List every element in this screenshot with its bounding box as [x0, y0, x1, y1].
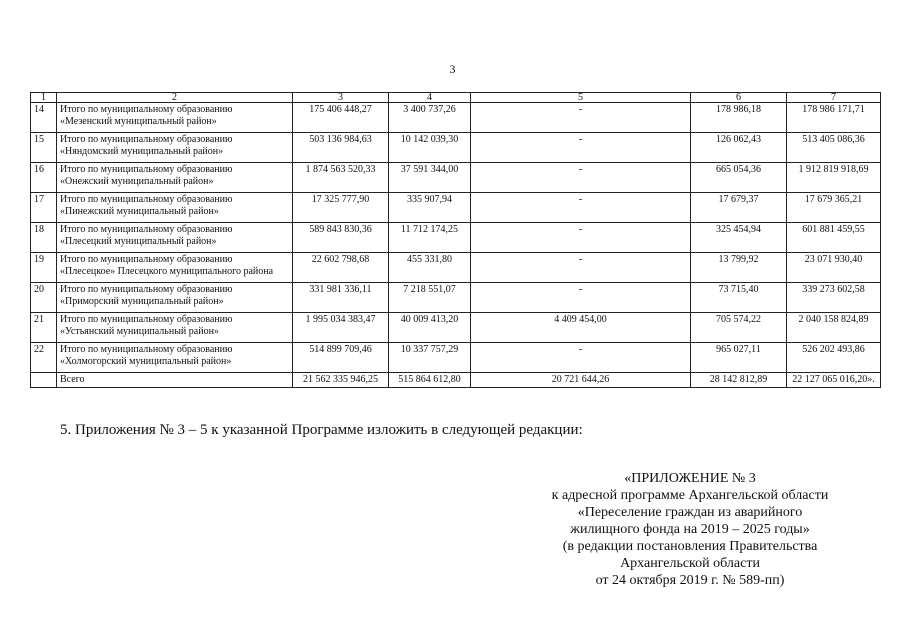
- table-row: [31, 343, 881, 373]
- name-line-1: Итого по муниципальному образованию: [60, 164, 233, 175]
- name-line-2: «Пинежский муниципальный район»: [60, 206, 219, 217]
- cell-col6: 325 454,94: [691, 223, 787, 253]
- table-row: [31, 103, 881, 133]
- cell-col3: 503 136 984,63: [293, 133, 389, 163]
- cell-col5: -: [471, 223, 691, 253]
- cell-col3: 22 602 798,68: [293, 253, 389, 283]
- municipality-name: [57, 223, 293, 253]
- cell-col3: 331 981 336,11: [293, 283, 389, 313]
- cell-col5: -: [471, 163, 691, 193]
- cell-col6: 17 679,37: [691, 193, 787, 223]
- appendix-line: (в редакции постановления Правительства: [562, 539, 818, 554]
- cell-col7: 17 679 365,21: [787, 193, 881, 223]
- row-number: 16: [31, 163, 57, 193]
- cell-col7: 601 881 459,55: [787, 223, 881, 253]
- cell-col3: 1 995 034 383,47: [293, 313, 389, 343]
- row-number: 14: [31, 103, 57, 133]
- name-line-1: Итого по муниципальному образованию: [60, 104, 233, 115]
- header-cell: 7: [787, 93, 881, 103]
- row-number: 19: [31, 253, 57, 283]
- cell-col6: 126 062,43: [691, 133, 787, 163]
- appendix-line: Архангельской области: [620, 556, 760, 571]
- municipality-name: [57, 313, 293, 343]
- header-cell: 2: [57, 93, 293, 103]
- name-line-1: Итого по муниципальному образованию: [60, 284, 233, 295]
- cell-col5: -: [471, 253, 691, 283]
- total-col6: 28 142 812,89: [691, 373, 787, 388]
- table-row: [31, 163, 881, 193]
- header-cell: 6: [691, 93, 787, 103]
- cell-col3: 17 325 777,90: [293, 193, 389, 223]
- row-number: 21: [31, 313, 57, 343]
- row-number: 17: [31, 193, 57, 223]
- cell-col5: -: [471, 103, 691, 133]
- appendix-line: жилищного фонда на 2019 – 2025 годы»: [570, 522, 810, 537]
- cell-col7: 339 273 602,58: [787, 283, 881, 313]
- cell-col3: 514 899 709,46: [293, 343, 389, 373]
- header-row: [31, 93, 881, 103]
- table-row: [31, 193, 881, 223]
- name-line-1: Итого по муниципальному образованию: [60, 224, 233, 235]
- municipality-name: [57, 253, 293, 283]
- cell-col5: -: [471, 343, 691, 373]
- total-col5: 20 721 644,26: [471, 373, 691, 388]
- cell-col3: 589 843 830,36: [293, 223, 389, 253]
- header-cell: 4: [389, 93, 471, 103]
- cell-col3: 175 406 448,27: [293, 103, 389, 133]
- appendix-header: [520, 470, 860, 589]
- row-number: 15: [31, 133, 57, 163]
- cell-col6: 13 799,92: [691, 253, 787, 283]
- name-line-1: Итого по муниципальному образованию: [60, 344, 233, 355]
- table-row: [31, 313, 881, 343]
- cell-col5: -: [471, 193, 691, 223]
- cell-col4: 335 907,94: [389, 193, 471, 223]
- cell-col7: 2 040 158 824,89: [787, 313, 881, 343]
- cell-col5: 4 409 454,00: [471, 313, 691, 343]
- name-line-2: «Онежский муниципальный район»: [60, 176, 214, 187]
- cell-col7: 526 202 493,86: [787, 343, 881, 373]
- name-line-2: «Приморский муниципальный район»: [60, 296, 224, 307]
- cell-col6: 73 715,40: [691, 283, 787, 313]
- cell-col7: 178 986 171,71: [787, 103, 881, 133]
- appendix-line: «ПРИЛОЖЕНИЕ № 3: [624, 471, 756, 486]
- cell-col6: 178 986,18: [691, 103, 787, 133]
- total-col3: 21 562 335 946,25: [293, 373, 389, 388]
- name-line-2: «Холмогорский муниципальный район»: [60, 356, 232, 367]
- name-line-2: «Мезенский муниципальный район»: [60, 116, 217, 127]
- row-number: 22: [31, 343, 57, 373]
- name-line-1: Итого по муниципальному образованию: [60, 314, 233, 325]
- cell-col7: 23 071 930,40: [787, 253, 881, 283]
- total-col7: 22 127 065 016,20».: [787, 373, 881, 388]
- cell-col3: 1 874 563 520,33: [293, 163, 389, 193]
- name-line-2: «Устьянский муниципальный район»: [60, 326, 219, 337]
- appendix-line: от 24 октября 2019 г. № 589-пп): [595, 573, 785, 588]
- appendix-line: к адресной программе Архангельской области: [551, 488, 829, 503]
- table-row: [31, 223, 881, 253]
- cell-col4: 10 337 757,29: [389, 343, 471, 373]
- cell-col6: 665 054,36: [691, 163, 787, 193]
- cell-col4: 455 331,80: [389, 253, 471, 283]
- municipality-name: [57, 133, 293, 163]
- cell-col7: 513 405 086,36: [787, 133, 881, 163]
- total-label: Всего: [57, 373, 293, 388]
- total-number-cell: [31, 373, 57, 388]
- row-number: 18: [31, 223, 57, 253]
- cell-col4: 11 712 174,25: [389, 223, 471, 253]
- cell-col4: 10 142 039,30: [389, 133, 471, 163]
- cell-col5: -: [471, 133, 691, 163]
- amendment-instruction: 5. Приложения № 3 – 5 к указанной Программе изложить в следующей редакции:: [60, 422, 583, 438]
- total-row: [31, 373, 881, 388]
- cell-col6: 965 027,11: [691, 343, 787, 373]
- header-cell: 3: [293, 93, 389, 103]
- table-row: [31, 133, 881, 163]
- cell-col7: 1 912 819 918,69: [787, 163, 881, 193]
- cell-col5: -: [471, 283, 691, 313]
- funding-table: [30, 92, 881, 388]
- name-line-2: «Плесецкое» Плесецкого муниципального района: [60, 266, 274, 277]
- row-number: 20: [31, 283, 57, 313]
- cell-col4: 37 591 344,00: [389, 163, 471, 193]
- page-number: 3: [449, 62, 456, 76]
- cell-col4: 7 218 551,07: [389, 283, 471, 313]
- municipality-name: [57, 103, 293, 133]
- header-cell: 5: [471, 93, 691, 103]
- name-line-2: «Няндомский муниципальный район»: [60, 146, 224, 157]
- municipality-name: [57, 283, 293, 313]
- appendix-line: «Переселение граждан из аварийного: [577, 505, 803, 520]
- name-line-1: Итого по муниципальному образованию: [60, 254, 233, 265]
- header-cell: 1: [31, 93, 57, 103]
- name-line-2: «Плесецкий муниципальный район»: [60, 236, 217, 247]
- table-row: [31, 253, 881, 283]
- name-line-1: Итого по муниципальному образованию: [60, 134, 233, 145]
- municipality-name: [57, 193, 293, 223]
- name-line-1: Итого по муниципальному образованию: [60, 194, 233, 205]
- cell-col6: 705 574,22: [691, 313, 787, 343]
- municipality-name: [57, 343, 293, 373]
- table-row: [31, 283, 881, 313]
- municipality-name: [57, 163, 293, 193]
- cell-col4: 40 009 413,20: [389, 313, 471, 343]
- cell-col4: 3 400 737,26: [389, 103, 471, 133]
- total-col4: 515 864 612,80: [389, 373, 471, 388]
